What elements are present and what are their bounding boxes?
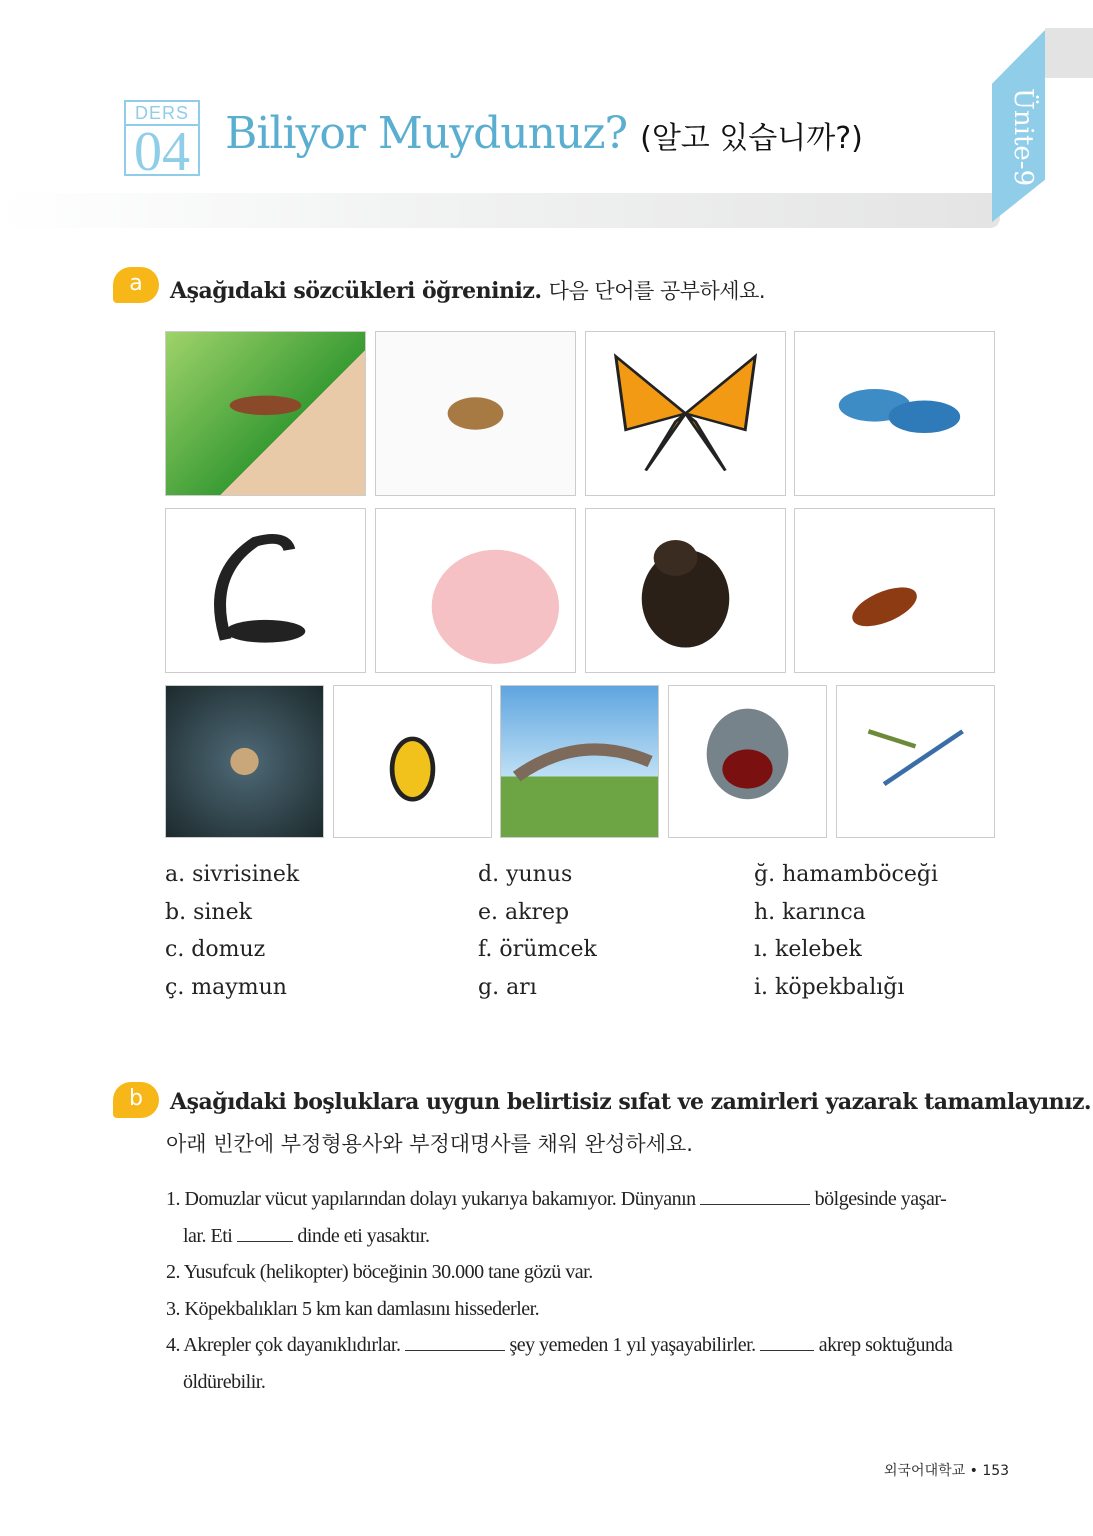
animal-image-shark <box>668 685 827 838</box>
tab-corner <box>1045 28 1093 78</box>
butterfly-illustration <box>586 332 785 495</box>
spider-illustration <box>166 686 323 837</box>
animal-image-spider <box>165 685 324 838</box>
vocabulary-word: h. karınca <box>754 900 866 925</box>
vocabulary-word: b. sinek <box>165 900 252 925</box>
text: 1. Domuzlar vücut yapılarından dolayı yukarıya bakamıyor. Dünyanın <box>166 1188 696 1210</box>
animal-image-pig <box>375 508 576 673</box>
monkey-illustration <box>586 509 785 672</box>
page-number: 153 <box>982 1463 1010 1479</box>
instruction-tr: Aşağıdaki sözcükleri öğreniniz. <box>170 278 542 304</box>
page-footer <box>884 1460 1009 1480</box>
scorpion-illustration <box>166 509 365 672</box>
exercise-1-cont <box>183 1225 429 1248</box>
text: lar. Eti <box>183 1225 233 1247</box>
dragonfly-illustration <box>837 686 994 837</box>
fly-illustration <box>376 332 575 495</box>
vocabulary-word: i. köpekbalığı <box>754 975 905 1000</box>
vocabulary-word: c. domuz <box>165 937 266 962</box>
animal-image-mosquito <box>165 331 366 496</box>
blank-input[interactable] <box>760 1334 814 1351</box>
section-a-instruction <box>170 275 765 305</box>
ant-illustration <box>501 686 658 837</box>
mosquito-illustration <box>166 332 365 495</box>
section-b-badge: b <box>113 1082 159 1118</box>
section-a-badge: a <box>113 267 159 303</box>
blank-input[interactable] <box>405 1334 505 1351</box>
separator: • <box>969 1463 978 1479</box>
animal-image-ant <box>500 685 659 838</box>
shark-illustration <box>669 686 826 837</box>
animal-image-monkey <box>585 508 786 673</box>
ders-label: DERS <box>126 102 198 126</box>
animal-image-fly <box>375 331 576 496</box>
page-title <box>225 108 863 159</box>
instruction-ko: 다음 단어를 공부하세요. <box>548 279 766 303</box>
publisher: 외국어대학교 <box>884 1463 966 1479</box>
section-b-instruction-ko: 아래 빈칸에 부정형용사와 부정대명사를 채워 완성하세요. <box>166 1132 693 1156</box>
section-b-instruction: Aşağıdaki boşluklara uygun belirtisiz sıfat ve zamirleri yazarak tamamlayınız. <box>170 1089 1092 1115</box>
vocabulary-word: ı. kelebek <box>754 937 862 962</box>
exercise-1 <box>166 1188 946 1211</box>
bee-illustration <box>334 686 491 837</box>
vocabulary-word: g. arı <box>478 975 537 1000</box>
blank-input[interactable] <box>700 1188 810 1205</box>
blank-input[interactable] <box>237 1225 293 1242</box>
exercise-4 <box>166 1334 952 1357</box>
exercise-2: 2. Yusufcuk (helikopter) böceğinin 30.000 tane gözü var. <box>166 1261 593 1283</box>
vocabulary-word: ç. maymun <box>165 975 287 1000</box>
text: bölgesinde yaşar- <box>814 1188 947 1210</box>
pig-illustration <box>376 509 575 672</box>
text: şey yemeden 1 yıl yaşayabilirler. <box>509 1334 756 1356</box>
animal-image-cockroach <box>794 508 995 673</box>
vocabulary-word: f. örümcek <box>478 937 597 962</box>
animal-image-scorpion <box>165 508 366 673</box>
vocabulary-word: ğ. hamamböceği <box>754 862 938 887</box>
exercise-3: 3. Köpekbalıkları 5 km kan damlasını hissederler. <box>166 1298 540 1320</box>
exercise-4-cont: öldürebilir. <box>183 1371 266 1393</box>
unit-tab-label: Ünite-9 <box>1008 88 1038 187</box>
title-tr: Biliyor Muydunuz? <box>225 108 628 159</box>
text: 4. Akrepler çok dayanıklıdırlar. <box>166 1334 401 1356</box>
vocabulary-word: d. yunus <box>478 862 573 887</box>
animal-image-dolphin <box>794 331 995 496</box>
vocabulary-word: e. akrep <box>478 900 570 925</box>
lesson-box <box>124 100 200 183</box>
text: akrep soktuğunda <box>818 1334 953 1356</box>
vocabulary-word: a. sivrisinek <box>165 862 300 887</box>
animal-image-dragonfly <box>836 685 995 838</box>
animal-image-butterfly <box>585 331 786 496</box>
dolphin-illustration <box>795 332 994 495</box>
cockroach-illustration <box>795 509 994 672</box>
header-band <box>0 193 1000 228</box>
animal-image-bee <box>333 685 492 838</box>
text: dinde eti yasaktır. <box>297 1225 430 1247</box>
title-ko: (알고 있습니까?) <box>640 121 863 156</box>
lesson-number: 04 <box>134 121 190 183</box>
